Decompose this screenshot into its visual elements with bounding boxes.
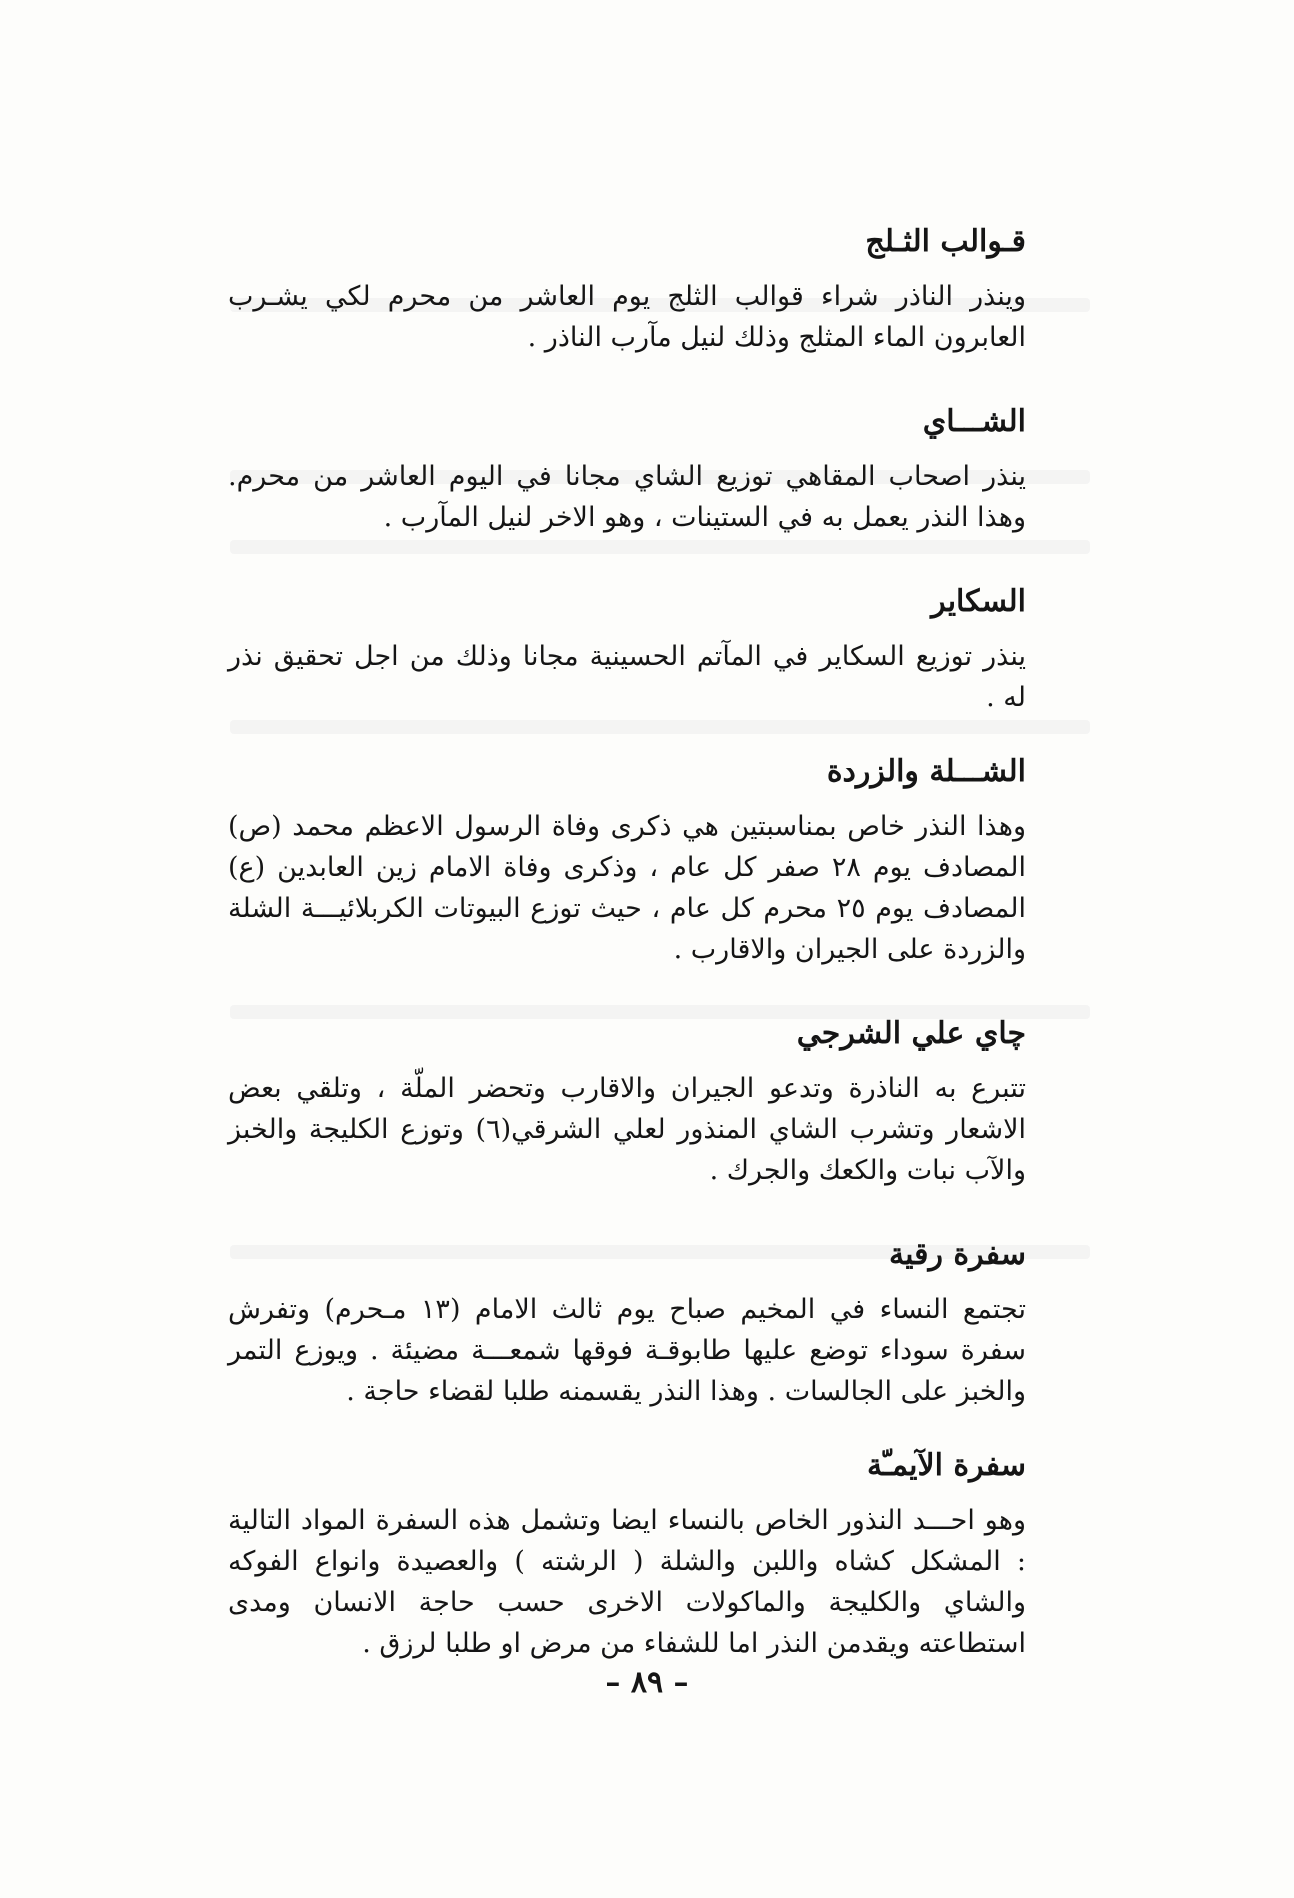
- section-text: ينذر توزيع السكاير في المآتم الحسينية مجانا وذلك من اجل تحقيق نذر له .: [228, 641, 1026, 713]
- section-chai-ali-sharji: [228, 1014, 1026, 1191]
- section-text: وهو احـــد النذور الخاص بالنساء ايضا وتشمل هذه السفرة المواد التالية : المشكل كشاه واللبن والشلة ( الرشته ) والعصيدة وانواع الفوكه والشاي والكليجة والماكولات الاخرى حسب حاجة الانسان ومدى استطاعته ويقدمن النذر اما للشفاء من مرض او طلبا لرزق .: [228, 1505, 1026, 1659]
- section-text: تتبرع به الناذرة وتدعو الجيران والاقارب وتحضر الملّة ، وتلقي بعض الاشعار وتشرب الشاي المنذور لعلي الشرقي(٦) وتوزع الكليجة والخبز والآب نبات والكعك والجرك .: [228, 1073, 1026, 1186]
- section-heading: قـوالب الثـلج: [865, 224, 1026, 259]
- section-shilla-zarda: [228, 752, 1026, 970]
- page-number: – ٨٩ –: [605, 1665, 689, 1700]
- section-heading: الشـــلة والزردة: [826, 754, 1026, 789]
- section-ice-blocks: [228, 222, 1026, 358]
- section-heading: الشـــاي: [922, 404, 1026, 439]
- section-tea: [228, 402, 1026, 538]
- section-text: تجتمع النساء في المخيم صباح يوم ثالث الامام (١٣ مـحرم) وتفرش سفرة سوداء توضع عليها طابوقـة فوقها شمعـــة مضيئة . ويوزع التمر والخبز على الجالسات . وهذا النذر يقسمنه طلبا لقضاء حاجة .: [228, 1294, 1026, 1407]
- section-heading: چاي علي الشرجي: [796, 1016, 1026, 1051]
- section-text: وينذر الناذر شراء قوالب الثلج يوم العاشر من محرم لكي يشـرب العابرون الماء المثلج وذلك لنيل مآرب الناذر .: [228, 281, 1026, 353]
- section-heading: سفرة الآيمـّة: [866, 1448, 1026, 1483]
- section-heading: السكاير: [931, 584, 1026, 619]
- section-text: وهذا النذر خاص بمناسبتين هي ذكرى وفاة الرسول الاعظم محمد (ص) المصادف يوم ٢٨ صفر كل عام ، وذكرى وفاة الامام زين العابدين (ع) المصادف يوم ٢٥ محرم كل عام ، حيث توزع البيوتات الكربلائيـــة الشلة والزردة على الجيران والاقارب .: [228, 811, 1027, 965]
- section-sufrat-ruqayya: [228, 1235, 1026, 1412]
- section-heading: سفرة رقية: [889, 1237, 1026, 1272]
- page-content: [228, 222, 1026, 1664]
- section-cigarettes: [228, 582, 1026, 718]
- section-sufrat-aimma: [228, 1446, 1026, 1664]
- section-text: ينذر اصحاب المقاهي توزيع الشاي مجانا في اليوم العاشر من محرم. وهذا النذر يعمل به في الستينات ، وهو الاخر لنيل المآرب .: [228, 461, 1026, 533]
